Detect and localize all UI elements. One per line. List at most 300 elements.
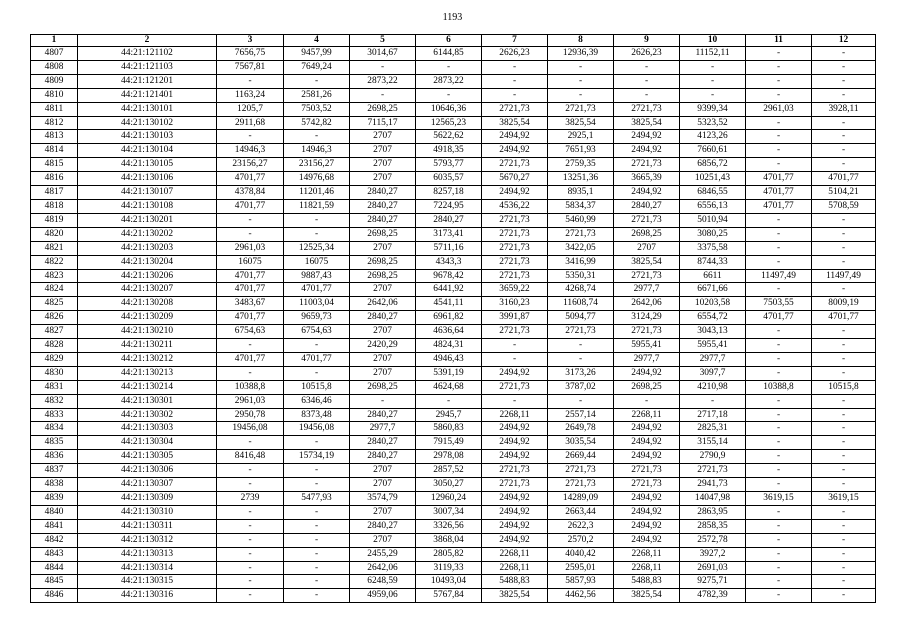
- table-cell: 10203,58: [680, 297, 746, 311]
- table-cell: 2721,73: [614, 213, 680, 227]
- table-cell: 44:21:130204: [78, 255, 217, 269]
- table-cell: 2494,92: [614, 366, 680, 380]
- table-cell: -: [812, 547, 876, 561]
- table-cell: 44:21:130316: [78, 589, 217, 603]
- table-cell: 3160,23: [482, 297, 548, 311]
- table-cell: -: [746, 241, 812, 255]
- table-cell: 44:21:121201: [78, 74, 217, 88]
- table-cell: 4838: [31, 478, 78, 492]
- table-cell: 9399,34: [680, 102, 746, 116]
- table-cell: 11201,46: [284, 186, 350, 200]
- table-cell: 5104,21: [812, 186, 876, 200]
- table-cell: 4825: [31, 297, 78, 311]
- table-cell: 2840,27: [350, 311, 416, 325]
- table-row: [31, 88, 876, 102]
- table-cell: 5350,31: [548, 269, 614, 283]
- table-cell: 2663,44: [548, 505, 614, 519]
- table-cell: 7915,49: [416, 436, 482, 450]
- table-cell: -: [746, 533, 812, 547]
- table-cell: 2698,25: [350, 380, 416, 394]
- table-row: [31, 325, 876, 339]
- table-cell: -: [746, 144, 812, 158]
- table-cell: 2961,03: [746, 102, 812, 116]
- table-cell: -: [284, 464, 350, 478]
- table-cell: 10251,43: [680, 172, 746, 186]
- table-cell: 10388,8: [217, 380, 284, 394]
- table-cell: 14976,68: [284, 172, 350, 186]
- table-cell: -: [746, 116, 812, 130]
- table-cell: 2707: [350, 478, 416, 492]
- table-cell: 2721,73: [548, 102, 614, 116]
- table-cell: 7649,24: [284, 60, 350, 74]
- table-cell: 44:21:130302: [78, 408, 217, 422]
- table-cell: 2642,06: [350, 561, 416, 575]
- table-cell: 10515,8: [812, 380, 876, 394]
- table-cell: 3868,04: [416, 533, 482, 547]
- table-cell: 2945,7: [416, 408, 482, 422]
- table-cell: 3326,56: [416, 519, 482, 533]
- table-cell: 2721,73: [482, 325, 548, 339]
- table-row: [31, 492, 876, 506]
- table-cell: 2698,25: [350, 227, 416, 241]
- table-cell: -: [746, 478, 812, 492]
- table-cell: 2420,29: [350, 339, 416, 353]
- table-cell: -: [482, 60, 548, 74]
- table-cell: 6961,82: [416, 311, 482, 325]
- table-cell: 2557,14: [548, 408, 614, 422]
- table-row: [31, 436, 876, 450]
- table-cell: -: [746, 130, 812, 144]
- table-cell: 6754,63: [284, 325, 350, 339]
- table-cell: 2649,78: [548, 422, 614, 436]
- table-cell: 2858,35: [680, 519, 746, 533]
- table-row: [31, 464, 876, 478]
- table-cell: 9659,73: [284, 311, 350, 325]
- table-cell: -: [284, 575, 350, 589]
- table-cell: 4210,98: [680, 380, 746, 394]
- table-row: [31, 422, 876, 436]
- table-cell: 10493,04: [416, 575, 482, 589]
- table-cell: 4123,26: [680, 130, 746, 144]
- table-row: [31, 505, 876, 519]
- table-cell: 3080,25: [680, 227, 746, 241]
- table-row: [31, 227, 876, 241]
- table-cell: 4829: [31, 352, 78, 366]
- table-cell: 4824,31: [416, 339, 482, 353]
- table-row: [31, 199, 876, 213]
- table-row: [31, 519, 876, 533]
- table-row: [31, 547, 876, 561]
- table-cell: 2941,73: [680, 478, 746, 492]
- table-cell: 44:21:130101: [78, 102, 217, 116]
- table-cell: -: [284, 130, 350, 144]
- table-cell: 44:21:130103: [78, 130, 217, 144]
- table-cell: 2626,23: [614, 47, 680, 61]
- table-cell: 3007,34: [416, 505, 482, 519]
- table-cell: 6754,63: [217, 325, 284, 339]
- table-cell: 12565,23: [416, 116, 482, 130]
- table-cell: -: [746, 464, 812, 478]
- table-cell: 2961,03: [217, 394, 284, 408]
- table-cell: -: [812, 47, 876, 61]
- table-cell: 5323,52: [680, 116, 746, 130]
- table-cell: 2494,92: [482, 130, 548, 144]
- table-cell: 2698,25: [614, 227, 680, 241]
- table-cell: 4824: [31, 283, 78, 297]
- table-cell: 10388,8: [746, 380, 812, 394]
- table-cell: -: [350, 60, 416, 74]
- table-cell: 1163,24: [217, 88, 284, 102]
- table-cell: 4701,77: [217, 311, 284, 325]
- table-cell: 5708,59: [812, 199, 876, 213]
- table-cell: -: [284, 366, 350, 380]
- table-cell: -: [812, 88, 876, 102]
- table-cell: 44:21:130106: [78, 172, 217, 186]
- table-cell: -: [217, 533, 284, 547]
- table-cell: 8416,48: [217, 450, 284, 464]
- table-cell: -: [812, 561, 876, 575]
- table-cell: 2721,73: [548, 478, 614, 492]
- table-cell: 7660,61: [680, 144, 746, 158]
- table-row: [31, 172, 876, 186]
- table-cell: -: [812, 227, 876, 241]
- table-cell: 4835: [31, 436, 78, 450]
- table-cell: 2494,92: [614, 533, 680, 547]
- table-cell: 8373,48: [284, 408, 350, 422]
- table-cell: -: [548, 394, 614, 408]
- table-cell: 3483,67: [217, 297, 284, 311]
- table-cell: 3416,99: [548, 255, 614, 269]
- table-cell: 4701,77: [812, 311, 876, 325]
- table-cell: 2977,7: [614, 352, 680, 366]
- table-cell: 44:21:130303: [78, 422, 217, 436]
- table-cell: 16075: [284, 255, 350, 269]
- table-cell: 2494,92: [614, 450, 680, 464]
- table-cell: 6441,92: [416, 283, 482, 297]
- column-header-1: 1: [31, 35, 78, 47]
- table-row: [31, 213, 876, 227]
- table-cell: 44:21:130212: [78, 352, 217, 366]
- table-cell: 4636,64: [416, 325, 482, 339]
- table-cell: -: [746, 213, 812, 227]
- table-cell: -: [812, 519, 876, 533]
- table-cell: 2721,73: [482, 227, 548, 241]
- table-row: [31, 311, 876, 325]
- table-cell: 2961,03: [217, 241, 284, 255]
- table-cell: -: [350, 88, 416, 102]
- column-header-5: 5: [350, 35, 416, 47]
- table-cell: 10646,36: [416, 102, 482, 116]
- table-cell: 5094,77: [548, 311, 614, 325]
- table-cell: -: [746, 74, 812, 88]
- table-cell: 7224,95: [416, 199, 482, 213]
- table-cell: 4462,56: [548, 589, 614, 603]
- table-cell: 4701,77: [217, 269, 284, 283]
- table-cell: 5767,84: [416, 589, 482, 603]
- column-header-7: 7: [482, 35, 548, 47]
- table-cell: 7656,75: [217, 47, 284, 61]
- table-cell: 2669,44: [548, 450, 614, 464]
- table-cell: 2707: [350, 325, 416, 339]
- table-cell: -: [746, 575, 812, 589]
- table-cell: 2595,01: [548, 561, 614, 575]
- table-cell: 9457,99: [284, 47, 350, 61]
- table-cell: 1205,7: [217, 102, 284, 116]
- table-cell: -: [548, 88, 614, 102]
- table-cell: 5857,93: [548, 575, 614, 589]
- table-cell: 44:21:130312: [78, 533, 217, 547]
- table-cell: 6144,85: [416, 47, 482, 61]
- table-cell: -: [746, 408, 812, 422]
- table-cell: 2721,73: [482, 478, 548, 492]
- table-cell: 4812: [31, 116, 78, 130]
- table-cell: -: [812, 213, 876, 227]
- table-cell: 23156,27: [284, 158, 350, 172]
- column-header-8: 8: [548, 35, 614, 47]
- table-cell: 2707: [350, 158, 416, 172]
- table-cell: 44:21:130105: [78, 158, 217, 172]
- table-cell: 2494,92: [614, 505, 680, 519]
- table-cell: 44:21:130201: [78, 213, 217, 227]
- table-cell: 2717,18: [680, 408, 746, 422]
- table-cell: 2840,27: [350, 436, 416, 450]
- table-cell: 2268,11: [614, 408, 680, 422]
- column-header-12: 12: [812, 35, 876, 47]
- table-cell: -: [812, 158, 876, 172]
- table-cell: 4701,77: [746, 172, 812, 186]
- table-cell: 11608,74: [548, 297, 614, 311]
- table-cell: -: [284, 74, 350, 88]
- table-cell: 2494,92: [482, 450, 548, 464]
- table-cell: 4808: [31, 60, 78, 74]
- table-cell: 44:21:130306: [78, 464, 217, 478]
- table-cell: 4823: [31, 269, 78, 283]
- table-cell: 44:21:130313: [78, 547, 217, 561]
- table-cell: 2268,11: [614, 547, 680, 561]
- table-cell: 7115,17: [350, 116, 416, 130]
- table-cell: -: [217, 547, 284, 561]
- table-row: [31, 339, 876, 353]
- table-cell: 4844: [31, 561, 78, 575]
- table-row: [31, 130, 876, 144]
- table-cell: 2494,92: [614, 130, 680, 144]
- table-cell: 6035,57: [416, 172, 482, 186]
- table-row: [31, 269, 876, 283]
- table-cell: 6611: [680, 269, 746, 283]
- table-cell: -: [614, 74, 680, 88]
- table-row: [31, 589, 876, 603]
- table-cell: 2698,25: [350, 102, 416, 116]
- table-cell: 10515,8: [284, 380, 350, 394]
- table-cell: -: [746, 158, 812, 172]
- table-cell: 2707: [350, 283, 416, 297]
- table-cell: 5860,83: [416, 422, 482, 436]
- table-cell: 4841: [31, 519, 78, 533]
- table-cell: 4820: [31, 227, 78, 241]
- table-cell: 4809: [31, 74, 78, 88]
- table-cell: 44:21:130301: [78, 394, 217, 408]
- table-cell: 4827: [31, 325, 78, 339]
- column-header-6: 6: [416, 35, 482, 47]
- table-cell: 2707: [350, 144, 416, 158]
- table-cell: 5010,94: [680, 213, 746, 227]
- table-cell: 4817: [31, 186, 78, 200]
- table-cell: 4832: [31, 394, 78, 408]
- table-cell: 2911,68: [217, 116, 284, 130]
- table-row: [31, 74, 876, 88]
- table-cell: -: [482, 352, 548, 366]
- table-cell: 2978,08: [416, 450, 482, 464]
- table-cell: 4828: [31, 339, 78, 353]
- table-cell: 12525,34: [284, 241, 350, 255]
- table-cell: 2721,73: [482, 158, 548, 172]
- table-row: [31, 561, 876, 575]
- table-cell: 2494,92: [482, 492, 548, 506]
- table-cell: 9887,43: [284, 269, 350, 283]
- table-cell: 2721,73: [614, 102, 680, 116]
- table-cell: 4840: [31, 505, 78, 519]
- table-cell: -: [812, 60, 876, 74]
- table-cell: -: [746, 436, 812, 450]
- table-row: [31, 352, 876, 366]
- table-cell: 2721,73: [614, 325, 680, 339]
- table-cell: 2721,73: [614, 269, 680, 283]
- table-cell: 2626,23: [482, 47, 548, 61]
- table-cell: 2268,11: [482, 561, 548, 575]
- table-cell: -: [284, 589, 350, 603]
- table-cell: 14946,3: [217, 144, 284, 158]
- table-cell: 2721,73: [482, 241, 548, 255]
- table-cell: 44:21:130214: [78, 380, 217, 394]
- table-cell: 2268,11: [614, 561, 680, 575]
- table-cell: 2494,92: [482, 186, 548, 200]
- table-cell: 8935,1: [548, 186, 614, 200]
- table-cell: 7567,81: [217, 60, 284, 74]
- table-cell: -: [812, 144, 876, 158]
- table-cell: 3825,54: [482, 589, 548, 603]
- data-table: [30, 34, 876, 603]
- table-cell: 3991,87: [482, 311, 548, 325]
- table-cell: -: [746, 325, 812, 339]
- table-cell: -: [482, 394, 548, 408]
- table-cell: 3014,67: [350, 47, 416, 61]
- table-cell: 8009,19: [812, 297, 876, 311]
- table-cell: 3035,54: [548, 436, 614, 450]
- table-cell: 2707: [350, 505, 416, 519]
- table-cell: 2494,92: [482, 366, 548, 380]
- table-cell: 4701,77: [217, 172, 284, 186]
- table-cell: -: [217, 227, 284, 241]
- table-cell: -: [812, 74, 876, 88]
- table-cell: -: [746, 88, 812, 102]
- table-cell: 23156,27: [217, 158, 284, 172]
- table-cell: 2707: [350, 533, 416, 547]
- table-cell: -: [746, 255, 812, 269]
- table-cell: -: [217, 464, 284, 478]
- table-cell: 11821,59: [284, 199, 350, 213]
- table-row: [31, 380, 876, 394]
- table-cell: 11497,49: [746, 269, 812, 283]
- table-cell: 2698,25: [614, 380, 680, 394]
- table-cell: -: [746, 394, 812, 408]
- table-cell: 6671,66: [680, 283, 746, 297]
- table-cell: 4813: [31, 130, 78, 144]
- table-row: [31, 575, 876, 589]
- table-cell: 44:21:130107: [78, 186, 217, 200]
- table-cell: 2840,27: [350, 199, 416, 213]
- table-cell: 3124,29: [614, 311, 680, 325]
- table-cell: 15734,19: [284, 450, 350, 464]
- table-cell: -: [680, 74, 746, 88]
- table-cell: 2721,73: [548, 227, 614, 241]
- table-cell: 6556,13: [680, 199, 746, 213]
- table-cell: -: [746, 589, 812, 603]
- table-cell: 2707: [350, 241, 416, 255]
- table-cell: -: [217, 575, 284, 589]
- table-cell: 4843: [31, 547, 78, 561]
- table-cell: 2721,73: [614, 158, 680, 172]
- table-cell: 2739: [217, 492, 284, 506]
- table-cell: 44:21:130207: [78, 283, 217, 297]
- table-cell: 4701,77: [217, 352, 284, 366]
- table-row: [31, 158, 876, 172]
- table-cell: 5477,93: [284, 492, 350, 506]
- table-cell: 44:21:130203: [78, 241, 217, 255]
- table-cell: 4701,77: [284, 283, 350, 297]
- table-cell: 2925,1: [548, 130, 614, 144]
- table-cell: 2622,3: [548, 519, 614, 533]
- table-cell: 2494,92: [614, 422, 680, 436]
- table-row: [31, 255, 876, 269]
- table-cell: 4701,77: [812, 172, 876, 186]
- table-cell: 2572,78: [680, 533, 746, 547]
- table-cell: 9275,71: [680, 575, 746, 589]
- table-cell: -: [746, 47, 812, 61]
- table-cell: 2873,22: [350, 74, 416, 88]
- table-cell: 5955,41: [614, 339, 680, 353]
- table-cell: 2455,29: [350, 547, 416, 561]
- table-cell: 4831: [31, 380, 78, 394]
- table-cell: 3173,41: [416, 227, 482, 241]
- table-cell: -: [746, 227, 812, 241]
- table-cell: -: [812, 352, 876, 366]
- table-cell: -: [614, 88, 680, 102]
- table-cell: -: [217, 366, 284, 380]
- table-cell: 3825,54: [614, 255, 680, 269]
- table-cell: 6856,72: [680, 158, 746, 172]
- table-cell: 44:21:130307: [78, 478, 217, 492]
- table-cell: 2494,92: [482, 144, 548, 158]
- table-row: [31, 478, 876, 492]
- table-cell: -: [812, 575, 876, 589]
- table-row: [31, 408, 876, 422]
- table-cell: 3825,54: [548, 116, 614, 130]
- table-row: [31, 450, 876, 464]
- table-cell: 7503,55: [746, 297, 812, 311]
- table-cell: 2581,26: [284, 88, 350, 102]
- table-cell: 44:21:121401: [78, 88, 217, 102]
- table-cell: 4782,39: [680, 589, 746, 603]
- table-cell: 2721,73: [482, 213, 548, 227]
- table-cell: 44:21:130108: [78, 199, 217, 213]
- table-cell: 4839: [31, 492, 78, 506]
- table-row: [31, 394, 876, 408]
- table-cell: -: [812, 464, 876, 478]
- table-cell: 44:21:130206: [78, 269, 217, 283]
- table-cell: 2840,27: [614, 199, 680, 213]
- table-cell: 2268,11: [482, 408, 548, 422]
- table-cell: 5488,83: [482, 575, 548, 589]
